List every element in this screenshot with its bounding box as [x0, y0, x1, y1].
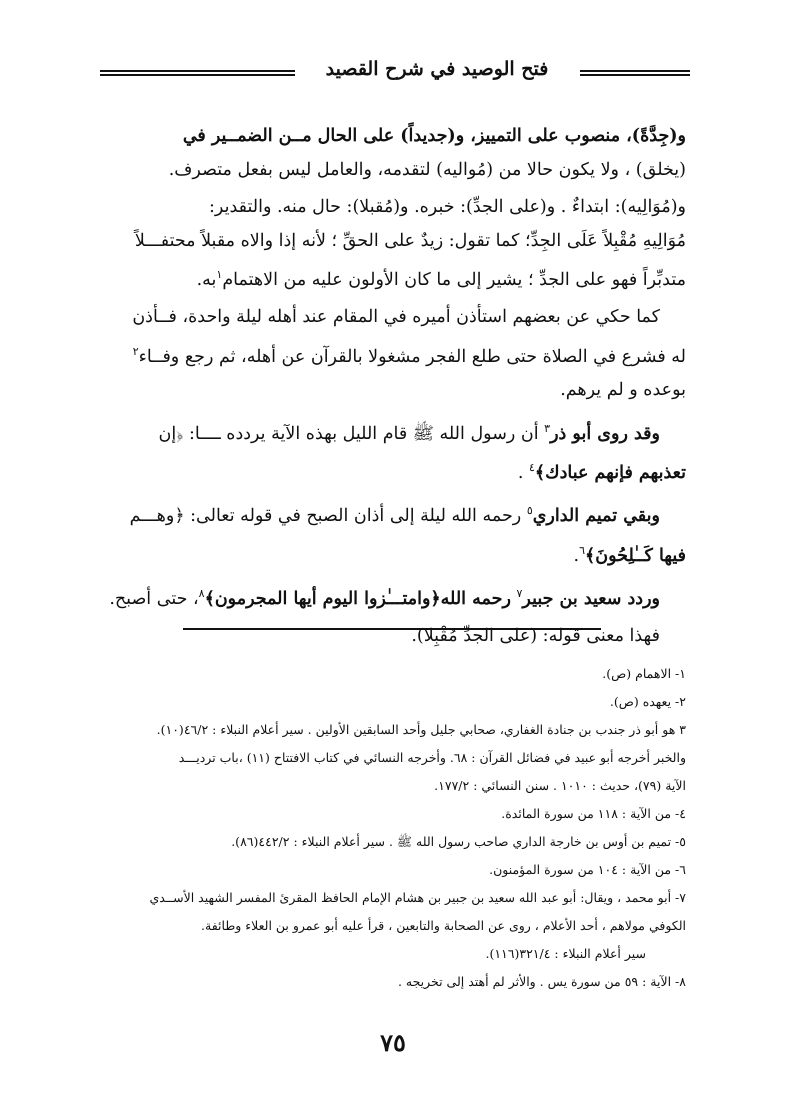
paragraph-7	[86, 620, 686, 654]
paragraph-5: وبقي تميم الداري$^٥$ رحمه الله ليلة إلى أذان الصبح في قوله تعالى: ﴿وهـــم فيها كَــٰلِحُونَ﴾$^٦$.	[129, 504, 686, 566]
line: أن رسول الله ﷺ قام الليل بهذه الآية يردده ــــا: ﴿إن	[158, 423, 539, 444]
footnote-7: ٧- أبو محمد ، ويقال: أبو عبد الله سعيد بن جبير بن هشام الإمام الحافظ المقرئ المفسر الشهيد الأســدي	[149, 890, 686, 905]
line: تعذبهم فإنهم عبادك﴾	[534, 462, 686, 483]
footnote-ref: ٤	[529, 460, 535, 474]
line: بوعده و لم يرهم.	[560, 380, 686, 401]
footnote-ref: ٦	[579, 543, 586, 557]
line: رحمه الله﴿وامتـــٰزوا اليوم أيها المجرمون﴾	[204, 588, 511, 609]
line: وردد سعيد بن جبير	[522, 588, 660, 609]
line: فيها كَــٰلِحُونَ﴾	[585, 545, 686, 566]
footnote-4: ٤- من الآية : ١١٨ من سورة المائدة.	[501, 806, 686, 821]
footnote-2: ٢- يعهده (ص).	[609, 694, 686, 709]
footnote-ref: ٧	[516, 586, 523, 600]
line: فهذا معنى قوله: (على الجدِّ مُقْبِلا).	[411, 626, 660, 647]
line: له فشرع في الصلاة حتى طلع الفجر مشغولا بالقرآن عن أهله، ثم رجع وفــاء	[138, 346, 686, 367]
line: وبقي تميم الداري	[532, 506, 660, 527]
line: وقد روى أبو ذر	[550, 423, 660, 444]
paragraph-1	[86, 120, 686, 187]
paragraph-4: وقد روى أبو ذر$^٣$ أن رسول الله ﷺ قام الليل بهذه الآية يردده ــــا: ﴿إن تعذبهم فإنهم عبادك﴾$^٤$ .	[158, 421, 686, 483]
paragraph-2	[86, 191, 686, 297]
line: ، حتى أصبح.	[109, 588, 199, 609]
footnote-8: ٨- الآية : ٥٩ من سورة يس . والأثر لم أهتد إلى تخريجه .	[397, 974, 686, 989]
footnote-7-cont: الكوفي مولاهم ، أحد الأعلام ، روى عن الصحابة والتابعين ، قرأ عليه أبو عمرو بن العلاء وطائفة.	[201, 918, 686, 933]
paragraph-6	[86, 577, 686, 616]
line: به.	[196, 269, 217, 290]
footnote-1: ١- الاهمام (ص).	[602, 666, 686, 681]
footnote-5: ٥- تميم بن أوس بن خارجة الداري صاحب رسول الله ﷺ . سير أعلام النبلاء : ٤٤٢/٢(٨٦).	[231, 834, 686, 849]
line: (يخلق) ، ولا يكون حالا من (مُواليه) لتقدمه، والعامل ليس بفعل متصرف.	[168, 159, 686, 180]
footnote-6: ٦- من الآية : ١٠٤ من سورة المؤمنون.	[489, 862, 686, 877]
footnote-7-cont: سير أعلام النبلاء : ٣٢١/٤(١١٦).	[485, 946, 646, 961]
footnote-separator	[183, 628, 601, 630]
line: و(جِدَّةً)، منصوب على التمييز، و(جديداً) على الحال مــن الضمــير في	[182, 126, 686, 146]
header-title: فتح الوصيد في شرح القصيد	[325, 58, 549, 80]
footnotes	[76, 660, 686, 996]
footnote-ref: ١	[216, 268, 223, 281]
footnote-ref: ٢	[132, 344, 139, 358]
main-text	[86, 120, 686, 658]
footnote-ref: ٨	[198, 586, 205, 600]
line: رحمه الله ليلة إلى أذان الصبح في قوله تعالى: ﴿وهـــم	[129, 506, 522, 527]
line: متدبِّراً فهو على الجدِّ ؛ يشير إلى ما كان الأولون عليه من الاهتمام	[222, 269, 686, 290]
line: و(مُوَالِيه): ابتداءٌ . و(على الجدِّ): خبره. و(مُقبلا): حال منه. والتقدير:	[209, 197, 686, 217]
header-rule-right	[580, 70, 690, 76]
footnote-3-cont: والخبر أخرجه أبو عبيد في فضائل القرآن : ٦٨. وأخرجه النسائي في كتاب الافتتاح (١١) ،باب ترديـــد	[178, 750, 686, 765]
footnote-ref: ٣	[544, 421, 551, 435]
paragraph-3	[86, 301, 686, 407]
footnote-3: ٣ هو أبو ذر جندب بن جنادة الغفاري، صحابي جليل وأحد السابقين الأولين . سير أعلام النبلاء : ٤٦/٢(١٠).	[156, 722, 686, 737]
footnote-ref: ٥	[526, 504, 533, 518]
running-header	[100, 58, 690, 88]
footnote-3-cont: الآية (٧٩)، حديث : ١٠١٠ . سنن النسائي : ١٧٧/٢.	[434, 778, 686, 793]
page-number: ٧٥	[380, 1028, 406, 1057]
line: كما حكي عن بعضهم استأذن أميره في المقام عند أهله ليلة واحدة، فــأذن	[132, 307, 660, 328]
header-rule-left	[100, 70, 295, 76]
line: مُوَالِيهِ مُقْبِلاً عَلَى الجِدِّ؛ كما تقول: زيدٌ على الحقِّ ؛ لأنه إذا والاه مقبلاً محتفـــلاً	[134, 230, 686, 251]
